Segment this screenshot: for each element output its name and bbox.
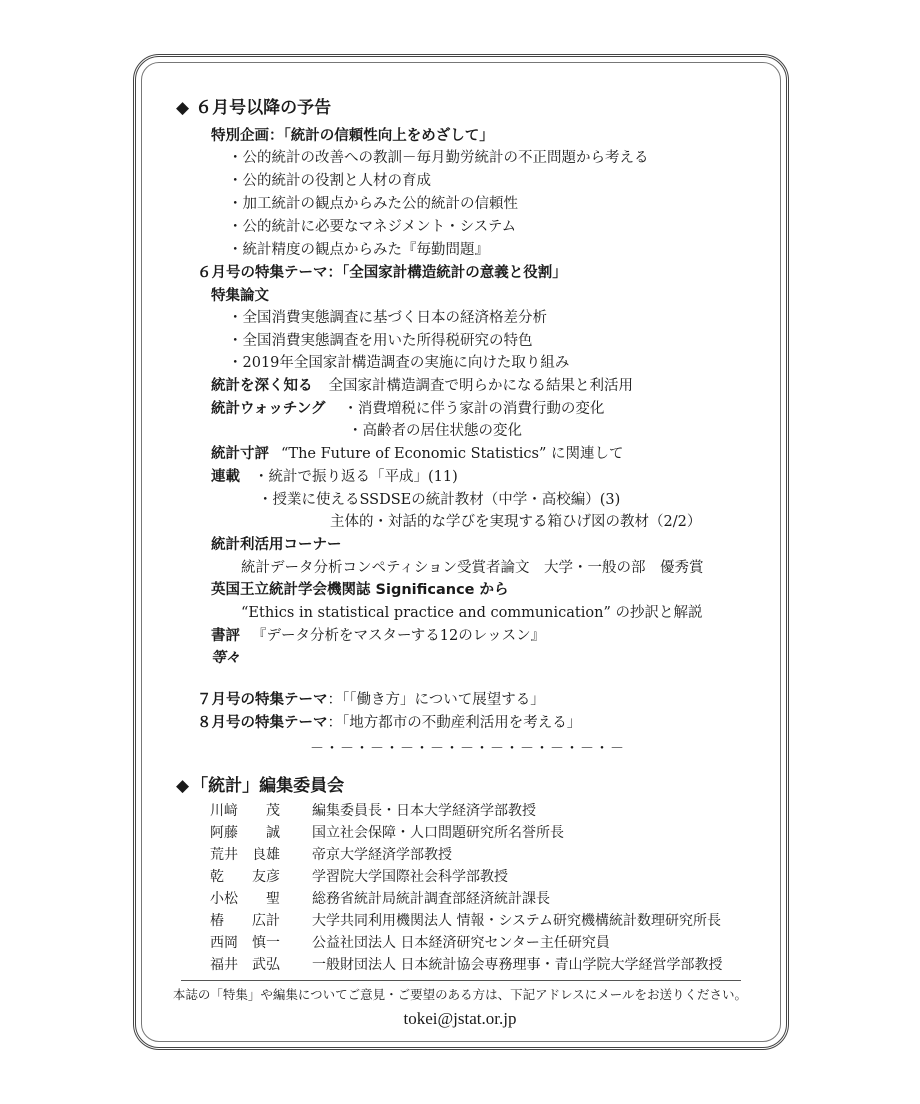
fukaku-value: 全国家計構造調査で明らかになる結果と利活用 bbox=[328, 378, 633, 394]
rensai-item: 主体的・対話的な学びを実現する箱ひげ図の教材（2/2） bbox=[330, 514, 702, 530]
diamond-icon: ◆ bbox=[176, 776, 190, 796]
watching-item: ・消費増税に伴う家計の消費行動の変化 bbox=[343, 401, 605, 417]
member-name: 阿藤 誠 bbox=[210, 825, 280, 841]
sunpyo-label: 統計寸評 bbox=[211, 446, 269, 462]
member-name: 椿 広計 bbox=[210, 913, 280, 929]
fukaku-row bbox=[211, 376, 633, 396]
special-title: 特別企画：「統計の信頼性向上をめざして」 bbox=[211, 128, 494, 144]
aug-theme-label: ８月号の特集テーマ bbox=[197, 715, 328, 731]
watching-row bbox=[211, 399, 604, 419]
rensai-row bbox=[211, 467, 458, 487]
watching-item: ・高齢者の居住状態の変化 bbox=[348, 423, 522, 439]
sunpyo-row bbox=[211, 444, 623, 464]
july-theme-label: ７月号の特集テーマ bbox=[197, 692, 328, 708]
corner-value: 統計データ分析コンペティション受賞者論文 大学・一般の部 優秀賞 bbox=[241, 560, 704, 576]
corner-label: 統計利活用コーナー bbox=[211, 537, 342, 553]
member-title: 帝京大学経済学部教授 bbox=[312, 847, 452, 863]
dash-separator: －・－・－・－・－・－・－・－・－・－・－ bbox=[310, 741, 625, 757]
special-item: ・公的統計に必要なマネジメント・システム bbox=[228, 219, 517, 235]
june-theme bbox=[197, 263, 567, 283]
member-name: 福井 武弘 bbox=[210, 957, 280, 973]
special-item: ・統計精度の観点からみた『毎勤問題』 bbox=[228, 242, 489, 258]
member-title: 国立社会保障・人口問題研究所名誉所長 bbox=[312, 825, 564, 841]
feature-item: ・2019年全国家計構造調査の実施に向けた取り組み bbox=[228, 355, 570, 371]
member-name: 荒井 良雄 bbox=[210, 847, 280, 863]
etc-label: 等々 bbox=[211, 649, 240, 666]
july-theme-value: ：「「働き方」について展望する」 bbox=[327, 692, 545, 708]
feature-label: 特集論文 bbox=[211, 288, 269, 304]
rss-label: 英国王立統計学会機関誌 Significance から bbox=[211, 582, 509, 598]
rensai-item: ・統計で振り返る「平成」(11) bbox=[254, 469, 458, 485]
member-name: 小松 聖 bbox=[210, 891, 280, 907]
footer-divider bbox=[181, 980, 741, 981]
preview-heading: ◆ ６月号以降の予告 bbox=[176, 98, 332, 118]
contact-email[interactable]: tokei@jstat.or.jp bbox=[403, 1009, 517, 1028]
rensai-item: ・授業に使えるSSDSEの統計教材（中学・高校編）(3) bbox=[258, 492, 621, 508]
member-name: 川﨑 茂 bbox=[210, 803, 280, 819]
rss-value: “Ethics in statistical practice and communication” の抄訳と解説 bbox=[241, 605, 703, 621]
watching-label: 統計ウォッチング bbox=[211, 401, 326, 417]
june-theme-value: ：「全国家計構造統計の意義と役割」 bbox=[327, 265, 567, 281]
july-theme bbox=[197, 690, 545, 710]
member-name: 西岡 慎一 bbox=[210, 935, 280, 951]
sunpyo-value: “The Future of Economic Statistics” に関連して bbox=[281, 446, 624, 462]
footer-note: 本誌の「特集」や編集についてご意見・ご要望のある方は、下記アドレスにメールをお送りください。 bbox=[172, 987, 748, 1002]
shohyo-row bbox=[211, 626, 545, 646]
special-item: ・公的統計の役割と人材の育成 bbox=[228, 173, 431, 189]
aug-theme bbox=[197, 713, 581, 733]
rensai-label: 連載 bbox=[211, 469, 240, 485]
aug-theme-value: ：「地方都市の不動産利活用を考える」 bbox=[327, 715, 582, 731]
shohyo-value: 『データ分析をマスターする12のレッスン』 bbox=[252, 628, 546, 644]
june-theme-label: ６月号の特集テーマ bbox=[197, 265, 328, 281]
diamond-icon: ◆ bbox=[176, 98, 190, 118]
member-title: 総務省統計局統計調査部経済統計課長 bbox=[312, 891, 550, 907]
special-item: ・加工統計の観点からみた公的統計の信頼性 bbox=[228, 196, 518, 212]
member-title: 大学共同利用機関法人 情報・システム研究機構統計数理研究所長 bbox=[312, 913, 722, 929]
member-title: 学習院大学国際社会科学部教授 bbox=[312, 869, 508, 885]
fukaku-label: 統計を深く知る bbox=[211, 378, 313, 394]
member-title: 編集委員長・日本大学経済学部教授 bbox=[312, 803, 536, 819]
member-title: 公益社団法人 日本経済研究センター主任研究員 bbox=[312, 935, 610, 951]
committee-heading: ◆ 「統計」編集委員会 bbox=[176, 776, 345, 796]
member-title: 一般財団法人 日本統計協会専務理事・青山学院大学経営学部教授 bbox=[312, 957, 723, 973]
feature-item: ・全国消費実態調査を用いた所得税研究の特色 bbox=[228, 333, 533, 349]
special-item: ・公的統計の改善への教訓－毎月勤労統計の不正問題から考える bbox=[228, 150, 649, 166]
feature-item: ・全国消費実態調査に基づく日本の経済格差分析 bbox=[228, 310, 547, 326]
shohyo-label: 書評 bbox=[211, 628, 240, 644]
member-name: 乾 友彦 bbox=[210, 869, 280, 885]
